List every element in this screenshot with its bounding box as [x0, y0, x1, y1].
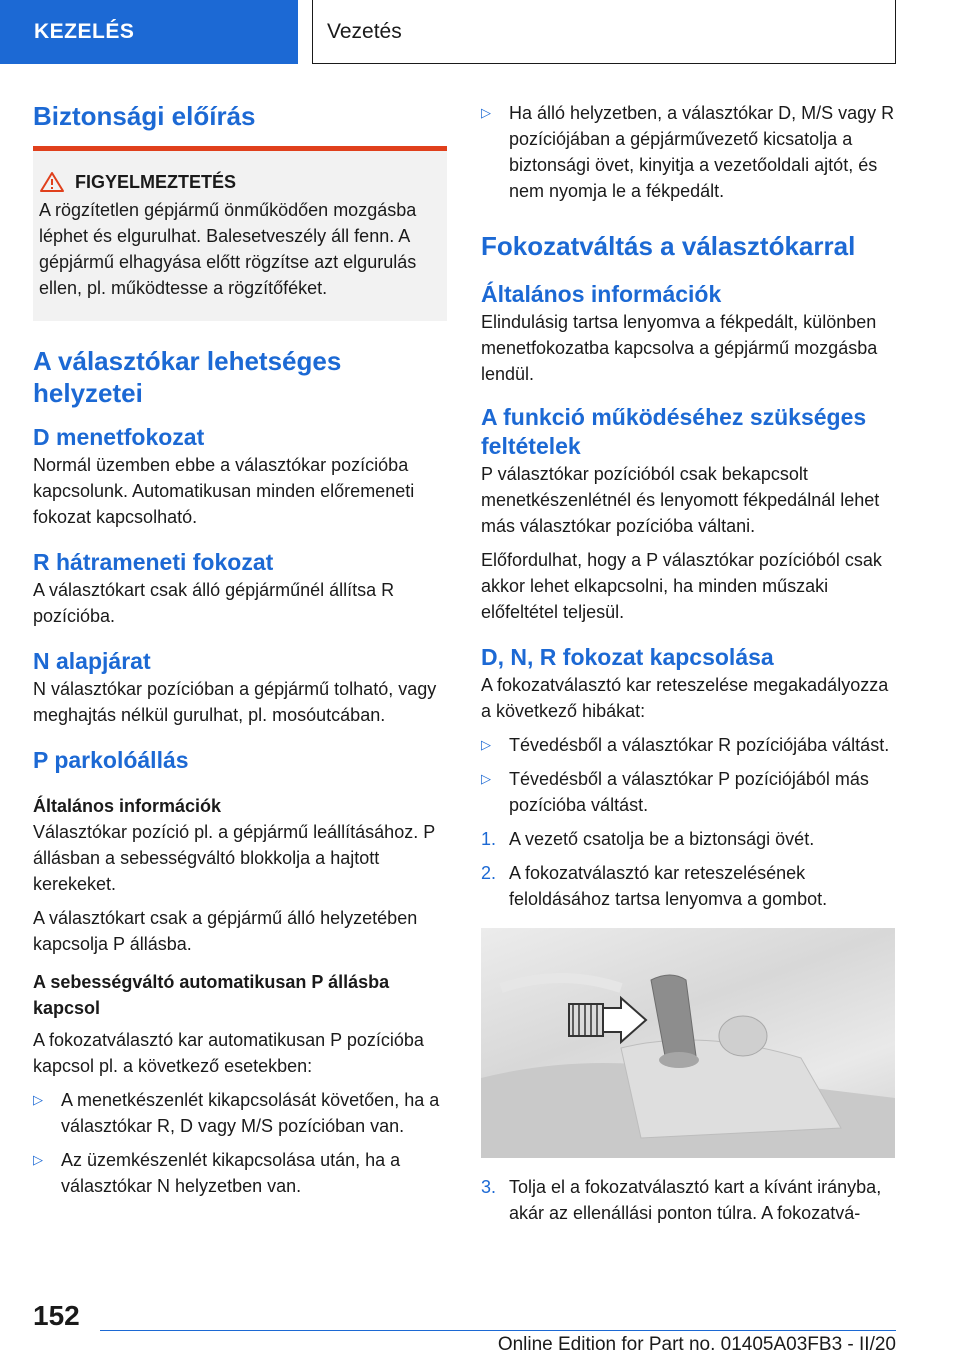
bullet-text: Az üzemkészenlét kikapcsolása után, ha a választókar N helyzetben van. [61, 1150, 401, 1196]
step-item [481, 860, 895, 912]
heading-safety: Biztonsági előírás [33, 101, 256, 131]
heading-r: R hátrameneti fokozat [33, 549, 274, 575]
heading-auto-p: A sebességváltó automatikusan P állásba kapcsol [33, 972, 390, 1018]
step-item [481, 826, 895, 852]
step-text: A vezető csatolja be a biztonsági övét. [509, 829, 815, 849]
heading-positions: A választókar lehetséges helyzetei [33, 346, 342, 408]
bullet-text: Ha álló helyzetben, a választókar D, M/S vagy R pozíciójában a gépjárművezető kicsatolja a biztonsági övet, kinyitja a vezetőoldali ajtót, és nem nyomja le a fékpedált. [509, 103, 895, 201]
warning-triangle-icon [39, 171, 65, 193]
text-n: N választókar pozícióban a gépjármű tolható, vagy meghajtás nélkül gurulhat, pl. mosóutcában. [33, 679, 437, 725]
text-p1: Választókar pozíció pl. a gépjármű leállításához. P állásban a sebességváltó blokkolja a hajtott kerekeket. [33, 822, 435, 894]
bullet-triangle-icon: ▷ [481, 737, 491, 752]
section-header [312, 0, 896, 64]
section-title: Vezetés [327, 19, 402, 43]
footer-divider [100, 1330, 896, 1331]
bullet-triangle-icon: ▷ [33, 1092, 43, 1107]
gear-selector-illustration [481, 928, 895, 1158]
edition-text: Online Edition for Part no. 01405A03FB3 - II/20 [497, 1334, 896, 1355]
text-r: A választókart csak álló gépjárműnél állítsa R pozícióba. [33, 580, 395, 626]
step-item [481, 1174, 895, 1226]
heading-general-right: Általános információk [481, 281, 722, 307]
chapter-label: KEZELÉS [34, 20, 135, 43]
warning-box [33, 146, 447, 321]
step-number: 3. [481, 1177, 497, 1197]
text-general: Elindulásig tartsa lenyomva a fékpedált, különben menetfokozatba kapcsolva a gépjármű mozgásba lendül. [481, 312, 878, 384]
gear-selector-photo [481, 928, 895, 1158]
warning-header [39, 171, 441, 193]
heading-conditions: A funkció működéséhez szükséges feltételek [481, 404, 867, 459]
step-text: A fokozatválasztó kar reteszelésének feloldásához tartsa lenyomva a gombot. [509, 863, 828, 909]
list-item [481, 732, 895, 758]
heading-p: P parkolóállás [33, 747, 189, 773]
bullet-text: A menetkészenlét kikapcsolását követően, ha a választókar R, D vagy M/S pozícióban van. [61, 1090, 440, 1136]
bullet-text: Tévedésből a választókar R pozíciójába váltást. [509, 735, 890, 755]
step-text: Tolja el a fokozatválasztó kart a kívánt irányba, akár az ellenállási ponton túlra. A fokozatvá- [509, 1177, 882, 1223]
list-item [33, 1147, 447, 1199]
list-item [33, 1087, 447, 1139]
step-number: 1. [481, 829, 497, 849]
text-dnr: A fokozatválasztó kar reteszelése megakadályozza a következő hibákat: [481, 675, 889, 721]
warning-text: A rögzítetlen gépjármű önműködően mozgásba léphet és elgurulhat. Balesetveszély áll fenn. A gépjármű elhagyása előtt rögzítse azt elgurulás ellen, pl. működtesse a rögzítőféket. [39, 200, 417, 298]
bullet-triangle-icon: ▷ [33, 1152, 43, 1167]
right-column [481, 100, 895, 1226]
warning-title: FIGYELMEZTETÉS [75, 171, 237, 192]
heading-n: N alapjárat [33, 648, 151, 674]
list-item [481, 766, 895, 818]
text-d: Normál üzemben ebbe a választókar pozícióba kapcsolunk. Automatikusan minden előremeneti fokozat kapcsolható. [33, 455, 415, 527]
text-cond2: Előfordulhat, hogy a P választókar pozícióból csak akkor lehet elkapcsolni, ha minden műszaki előfeltétel teljesül. [481, 550, 882, 622]
bullet-triangle-icon: ▷ [481, 105, 491, 120]
bullet-text: Tévedésből a választókar P pozíciójából más pozícióba váltást. [509, 769, 869, 815]
heading-dnr: D, N, R fokozat kapcsolása [481, 644, 774, 670]
chapter-tab [0, 0, 298, 64]
list-item [481, 100, 895, 204]
page-number: 152 [33, 1300, 80, 1331]
heading-general-left: Általános információk [33, 796, 222, 816]
arrow-icon [603, 998, 646, 1042]
left-column [33, 100, 447, 1199]
heading-d: D menetfokozat [33, 424, 205, 450]
heading-shift: Fokozatváltás a választókarral [481, 231, 856, 261]
text-cond1: P választókar pozícióból csak bekapcsolt menetkészenlétnél és lenyomott fékpedálnál lehet más választókar pozícióba váltani. [481, 464, 880, 536]
step-number: 2. [481, 863, 497, 883]
bullet-triangle-icon: ▷ [481, 771, 491, 786]
text-p2: A választókart csak a gépjármű álló helyzetében kapcsolja P állásba. [33, 908, 418, 954]
text-auto-p: A fokozatválasztó kar automatikusan P pozícióba kapcsol pl. a következő esetekben: [33, 1030, 424, 1076]
